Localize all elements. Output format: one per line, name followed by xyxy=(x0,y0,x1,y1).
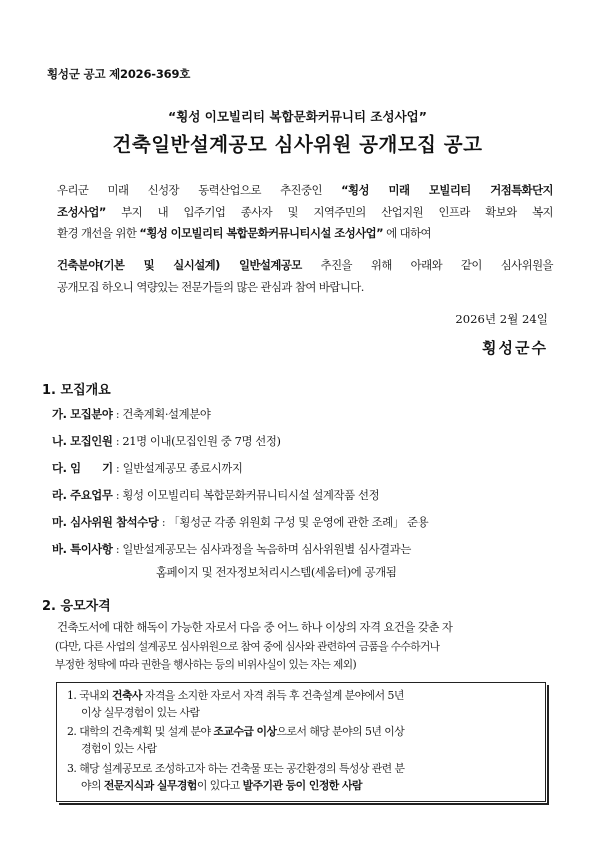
intro-line-2: 조성사업” 부지 내 입주기업 종사자 및 지역주민의 산업지원 인프라 확보와 복지 xyxy=(57,204,553,219)
overview-item-notes: 바. 특이사항 : 일반설계공모는 심사과정을 녹음하며 심사위원별 심사결과는 xyxy=(52,542,411,556)
overview-item-duty: 라. 주요업무 : 횡성 이모빌리티 복합문화커뮤니티시설 설계작품 선정 xyxy=(52,488,380,502)
signer: 횡성군수 xyxy=(482,339,548,357)
qualification-item-1: 1. 국내외 건축사 자격을 소지한 자로서 자격 취득 후 건축설계 분야에서 5년 이상 실무경험이 있는 사람 xyxy=(67,689,404,719)
overview-item-term: 다. 임 기 : 일반설계공모 종료시까지 xyxy=(52,461,243,475)
qualification-box xyxy=(56,682,546,802)
page-title: 건축일반설계공모 심사위원 공개모집 공고 xyxy=(112,133,483,156)
qualification-item-2: 2. 대학의 건축계획 및 설계 분야 조교수급 이상으로서 해당 분야의 5년 이상 경험이 있는 사람 xyxy=(67,725,405,755)
intro-line-5: 공개모집 하오니 역량있는 전문가들의 많은 관심과 참여 바랍니다. xyxy=(57,279,364,294)
section-2-heading: 2. 응모자격 xyxy=(42,599,111,614)
notice-date: 2026년 2월 24일 xyxy=(455,312,548,326)
exclusion-line-1: (다만, 다른 사업의 설계공모 심사위원으로 참여 중에 심사와 관련하여 금품을 수수하거나 xyxy=(55,640,440,653)
overview-item-allowance: 마. 심사위원 참석수당 : 「횡성군 각종 위원회 구성 및 운영에 관한 조례」 준용 xyxy=(52,515,429,529)
intro-line-1: 우리군 미래 신성장 동력산업으로 추진중인 “횡성 미래 모빌리티 거점특화단지 xyxy=(57,183,554,197)
notice-number: 횡성군 공고 제2026-369호 xyxy=(47,67,191,81)
section-1-heading: 1. 모집개요 xyxy=(42,383,111,398)
intro-line-3: 환경 개선을 위한 “횡성 이모빌리티 복합문화커뮤니티시설 조성사업” 에 대하여 xyxy=(57,226,432,240)
overview-item-field: 가. 모집분야 : 건축계획·설계분야 xyxy=(52,407,211,421)
overview-item-count: 나. 모집인원 : 21명 이내(모집인원 중 7명 선정) xyxy=(52,434,281,448)
exclusion-line-2: 부정한 청탁에 따라 권한을 행사하는 등의 비위사실이 있는 자는 제외) xyxy=(55,658,357,671)
project-subtitle: “횡성 이모빌리티 복합문화커뮤니티 조성사업” xyxy=(168,109,427,124)
eligibility-desc: 건축도서에 대한 해독이 가능한 자로서 다음 중 어느 하나 이상의 자격 요건을 갖춘 자 xyxy=(57,620,453,634)
intro-line-4: 건축분야(기본 및 실시설계) 일반설계공모 추진을 위해 아래와 같이 심사위원을 xyxy=(57,258,553,272)
intro-paragraph-2 xyxy=(57,255,553,298)
overview-item-notes-cont: 홈페이지 및 전자정보처리시스템(세움터)에 공개됨 xyxy=(156,565,397,579)
qualification-item-3: 3. 해당 설계공모로 조성하고자 하는 건축물 또는 공간환경의 특성상 관련 분 야의 전문지식과 실무경험이 있다고 발주기관 등이 인정한 사람 xyxy=(67,762,405,792)
intro-paragraph xyxy=(57,180,553,245)
